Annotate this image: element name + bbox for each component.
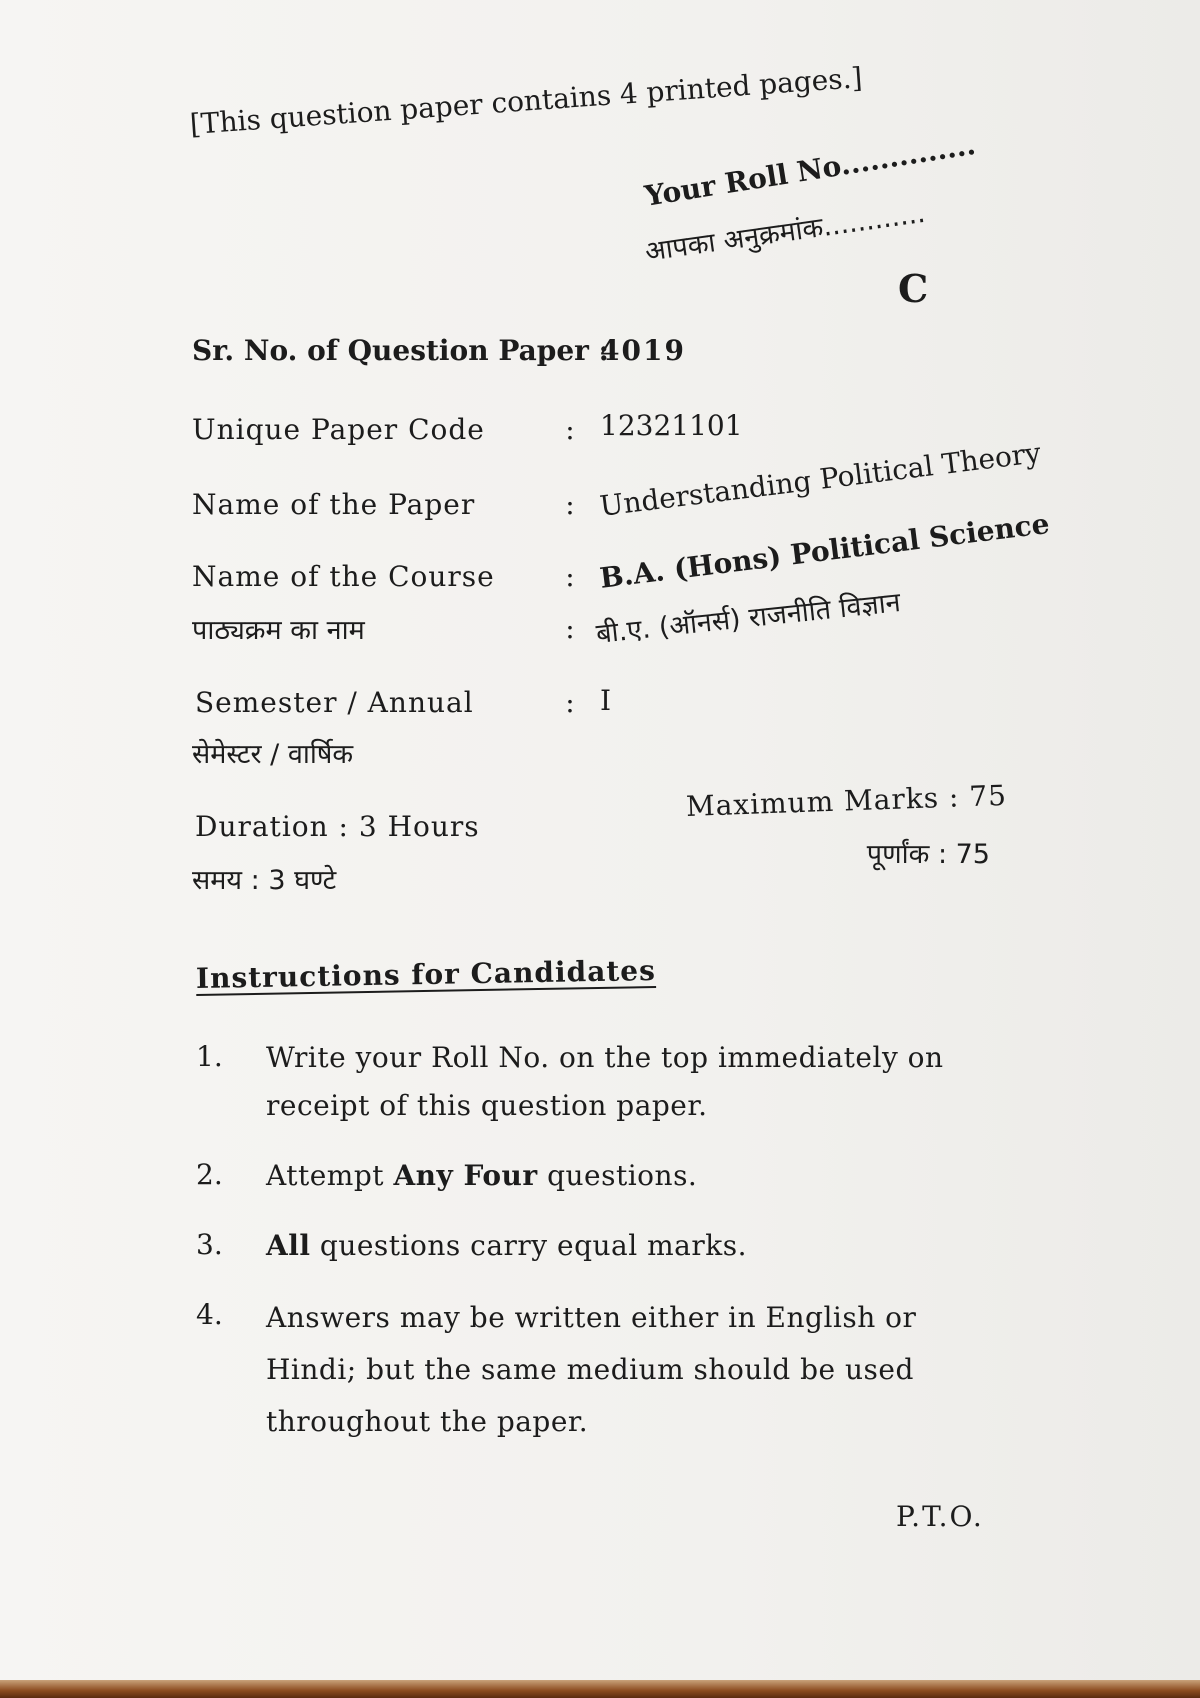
roll-number-label: Your Roll No.............. xyxy=(642,127,978,213)
instruction-number: 3. xyxy=(196,1228,223,1261)
duration-hindi: समय : 3 घण्टे xyxy=(192,865,337,896)
course-name-label-hindi: पाठ्यक्रम का नाम xyxy=(192,615,365,646)
set-code: C xyxy=(898,266,929,311)
serial-label: Sr. No. of Question Paper : xyxy=(192,334,609,367)
colon: : xyxy=(565,686,575,719)
instruction-number: 2. xyxy=(196,1158,223,1191)
instruction-number: 4. xyxy=(196,1298,223,1331)
instruction-text-regular: questions. xyxy=(537,1159,698,1192)
instructions-heading: Instructions for Candidates xyxy=(195,953,657,995)
colon: : xyxy=(565,413,575,446)
paper-name-value: Understanding Political Theory xyxy=(597,436,1043,523)
instruction-number: 1. xyxy=(196,1040,223,1073)
instruction-text xyxy=(266,1034,1006,1130)
instruction-text-regular: questions carry equal marks. xyxy=(310,1229,747,1262)
instruction-text-bold: All xyxy=(266,1229,311,1262)
paper-name-label: Name of the Paper xyxy=(192,488,476,521)
duration: Duration : 3 Hours xyxy=(195,810,480,843)
semester-value: I xyxy=(600,684,612,717)
instruction-text-regular: Answers may be written either in English or Hindi; but the same medium should be used throughout the paper. xyxy=(266,1301,917,1438)
page-edge xyxy=(0,1680,1200,1698)
semester-label: Semester / Annual xyxy=(195,686,474,719)
pages-note: [This question paper contains 4 printed pages.] xyxy=(188,61,864,141)
semester-label-hindi: सेमेस्टर / वार्षिक xyxy=(192,739,354,770)
please-turn-over: P.T.O. xyxy=(896,1500,984,1533)
colon: : xyxy=(565,488,575,521)
instruction-text-bold: Any Four xyxy=(393,1159,538,1192)
serial-value: 4019 xyxy=(600,334,686,367)
maximum-marks: Maximum Marks : 75 xyxy=(685,778,1008,823)
colon: : xyxy=(565,560,575,593)
instruction-text-regular: Attempt xyxy=(266,1159,394,1192)
paper-code-value: 12321101 xyxy=(600,409,743,442)
instruction-text xyxy=(266,1222,1006,1270)
maximum-marks-hindi: पूर्णांक : 75 xyxy=(866,839,990,870)
course-name-value: B.A. (Hons) Political Science xyxy=(597,506,1052,595)
instruction-text xyxy=(266,1292,1006,1448)
course-name-label: Name of the Course xyxy=(192,560,495,593)
paper-code-label: Unique Paper Code xyxy=(192,413,485,446)
colon: : xyxy=(565,612,575,645)
instruction-text-regular: Write your Roll No. on the top immediately on receipt of this question paper. xyxy=(266,1041,944,1122)
instruction-text xyxy=(266,1152,1006,1200)
roll-number-label-hindi: आपका अनुक्रमांक............ xyxy=(643,197,928,268)
course-name-value-hindi: बी.ए. (ऑनर्स) राजनीति विज्ञान xyxy=(594,587,903,650)
